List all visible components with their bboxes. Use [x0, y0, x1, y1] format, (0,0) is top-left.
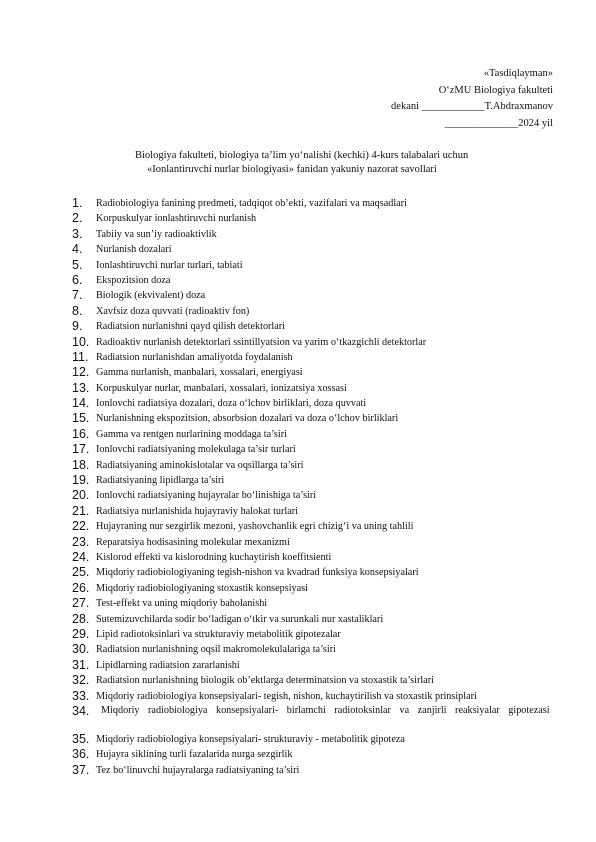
question-item [72, 763, 552, 778]
question-item [72, 612, 552, 627]
question-text: Lipidlarning radiatsion zararlanishi [96, 659, 240, 671]
question-number: 29. [72, 626, 90, 641]
question-item [72, 381, 552, 396]
question-item [72, 304, 552, 319]
question-item [72, 535, 552, 550]
question-number: 26. [72, 580, 90, 595]
question-item [72, 211, 552, 226]
question-text: Ionlovchi radiatsiyaning molekulaga ta’sir turlari [96, 444, 296, 456]
question-text: Radiobiologiya fanining predmeti, tadqiqot ob’ekti, vazifalari va maqsadlari [96, 198, 407, 209]
question-number: 33. [72, 688, 90, 703]
question-text: Radiatsiyaning aminokislotalar va oqsillarga ta’siri [96, 459, 304, 471]
question-text: Tabiiy va sun’iy radioaktivlik [96, 228, 217, 240]
question-text: Ionlovchi radiatsiya dozalari, doza o‘lchov birliklari, doza quvvati [96, 398, 367, 410]
question-item [72, 458, 552, 473]
question-number: 20. [72, 488, 90, 503]
question-number: 1. [72, 196, 83, 210]
question-item [72, 596, 552, 611]
question-text: Miqdoriy radiobiologiya konsepsiyalari- birlamchi radiotoksinlar va zanjirli reaksiyalar gipotezasi [101, 704, 550, 716]
question-number: 10. [72, 334, 90, 349]
question-text: Radiatsion nurlanishning biologik ob’ektlarga determinatsion va stoxastik ta’sirlari [96, 675, 434, 687]
question-item [72, 411, 552, 426]
question-number: 36. [72, 747, 90, 762]
question-number: 32. [72, 673, 90, 688]
question-item [72, 288, 552, 303]
document-heading [95, 149, 551, 177]
question-item [72, 473, 552, 488]
question-number: 22. [72, 519, 90, 534]
question-text: Radiatsion nurlanishning oqsil makromolekulalariga ta’siri [96, 644, 336, 656]
question-text: Gamma va rentgen nurlarining moddaga ta’siri [96, 428, 287, 440]
question-item [72, 242, 552, 257]
heading-line-2: «Ionlantiruvchi nurlar biologiyasi» fanidan yakuniy nazorat savollari [147, 164, 437, 175]
question-number: 34. [72, 703, 90, 718]
question-number: 21. [72, 503, 90, 518]
question-item [72, 673, 552, 688]
question-number: 9. [72, 319, 83, 334]
question-number: 7. [72, 288, 83, 303]
question-item [72, 689, 552, 704]
question-number: 31. [72, 657, 90, 672]
question-item [72, 227, 552, 242]
question-text: Radiatsiya nurlanishida hujayraviy halokat turlari [96, 505, 298, 517]
question-item [72, 273, 552, 288]
question-text: Sutemizuvchilarda sodir bo‘ladigan o‘tkir va surunkali nur xastaliklari [96, 613, 384, 625]
question-item [72, 488, 552, 503]
question-item [72, 396, 552, 411]
question-number: 37. [72, 762, 90, 777]
question-text: Ekspozitsion doza [96, 274, 171, 286]
question-item [72, 442, 552, 457]
question-text: Radioaktiv nurlanish detektorlari ssintillyatsion va yarim o‘tkazgichli detektorlar [96, 336, 427, 348]
question-item [72, 550, 552, 565]
question-text: Hujayraning nur sezgirlik mezoni, yashovchanlik egri chizig‘i va uning tahlili [96, 521, 414, 533]
question-text: Miqdoriy radiobiologiya konsepsiyalari- tegish, nishon, kuchaytirilish va stoxastik prinsiplari [96, 690, 477, 702]
question-text: Kislorod effekti va kislorodning kuchaytirish koeffitsienti [96, 551, 332, 563]
question-item [72, 642, 552, 657]
question-number: 27. [72, 596, 90, 611]
question-item [72, 704, 552, 732]
question-item [72, 350, 552, 365]
question-item [72, 427, 552, 442]
question-number: 12. [72, 365, 90, 380]
question-text: Ionlovchi radiatsiyaning hujayralar bo‘linishiga ta’siri [96, 490, 317, 502]
question-item [72, 581, 552, 596]
question-text: Radiatsion nurlanishdan amaliyotda foydalanish [96, 351, 293, 363]
question-number: 28. [72, 611, 90, 626]
question-text: Nurlanishning ekspozitsion, absorbsion dozalari va doza o‘lchov birliklari [96, 413, 399, 425]
question-number: 35. [72, 731, 90, 746]
question-number: 25. [72, 565, 90, 580]
question-text: Miqdoriy radiobiologiyaning tegish-nishon va kvadrad funksiya konsepsiyalari [96, 567, 419, 579]
question-item [72, 319, 552, 334]
question-text: Hujayra siklining turli fazalarida nurga sezgirlik [96, 749, 293, 761]
question-item [72, 196, 552, 211]
question-text: Nurlanish dozalari [96, 244, 172, 256]
question-item [72, 519, 552, 534]
question-number: 23. [72, 534, 90, 549]
approval-block [391, 66, 553, 132]
question-item [72, 365, 552, 380]
question-list [72, 196, 552, 778]
question-text: Korpuskulyar nurlar, manbalari, xossalari, ionizatsiya xossasi [96, 382, 347, 394]
question-number: 16. [72, 426, 90, 441]
question-number: 17. [72, 442, 90, 457]
approval-faculty: O‘zMU Biologiya fakulteti [438, 84, 553, 96]
approval-dean-signature-line: dekani ____________T.Abdraxmanov [391, 101, 553, 113]
question-text: Tez bo‘linuvchi hujayralarga radiatsiyaning ta’siri [96, 764, 300, 776]
question-number: 30. [72, 642, 90, 657]
question-item [72, 258, 552, 273]
question-text: Gamma nurlanish, manbalari, xossalari, energiyasi [96, 367, 303, 379]
question-number: 15. [72, 411, 90, 426]
question-number: 8. [72, 303, 83, 318]
question-number: 3. [72, 226, 83, 241]
question-text: Korpuskulyar ionlashtiruvchi nurlanish [96, 213, 257, 225]
question-text: Biologik (ekvivalent) doza [96, 290, 206, 302]
question-text: Radiatsion nurlanishni qayd qilish detektorlari [96, 321, 286, 333]
question-text: Xavfsiz doza quvvati (radioaktiv fon) [96, 305, 250, 317]
question-number: 24. [72, 549, 90, 564]
question-text: Miqdoriy radiobiologiyaning stoxastik konsepsiyasi [96, 582, 308, 594]
question-number: 5. [72, 257, 83, 272]
question-number: 13. [72, 380, 90, 395]
question-text: Ionlashtiruvchi nurlar turlari, tabiati [96, 259, 243, 271]
question-number: 19. [72, 473, 90, 488]
question-number: 18. [72, 457, 90, 472]
question-number: 6. [72, 272, 83, 287]
question-item [72, 747, 552, 762]
question-item [72, 565, 552, 580]
question-number: 14. [72, 396, 90, 411]
question-text: Lipid radiotoksinlari va strukturaviy metabolitik gipotezalar [96, 628, 341, 640]
question-item [72, 627, 552, 642]
question-item [72, 732, 552, 747]
question-text: Test-effekt va uning miqdoriy baholanishi [96, 598, 268, 610]
question-number: 4. [72, 242, 83, 257]
question-text: Miqdoriy radiobiologiya konsepsiyalari- strukturaviy - metabolitik gipoteza [96, 733, 405, 745]
question-item [72, 504, 552, 519]
question-text: Reparatsiya hodisasining molekular mexanizmi [96, 536, 290, 548]
approval-date-line: ______________2024 yil [444, 117, 553, 129]
question-text: Radiatsiyaning lipidlarga ta’siri [96, 475, 225, 487]
question-number: 11. [72, 349, 89, 364]
question-number: 2. [72, 211, 83, 226]
question-item [72, 335, 552, 350]
question-item [72, 658, 552, 673]
approval-title: «Tasdiqlayman» [483, 68, 553, 79]
heading-line-1: Biologiya fakulteti, biologiya ta’lim yo‘nalishi (kechki) 4-kurs talabalari uchun [135, 150, 469, 161]
